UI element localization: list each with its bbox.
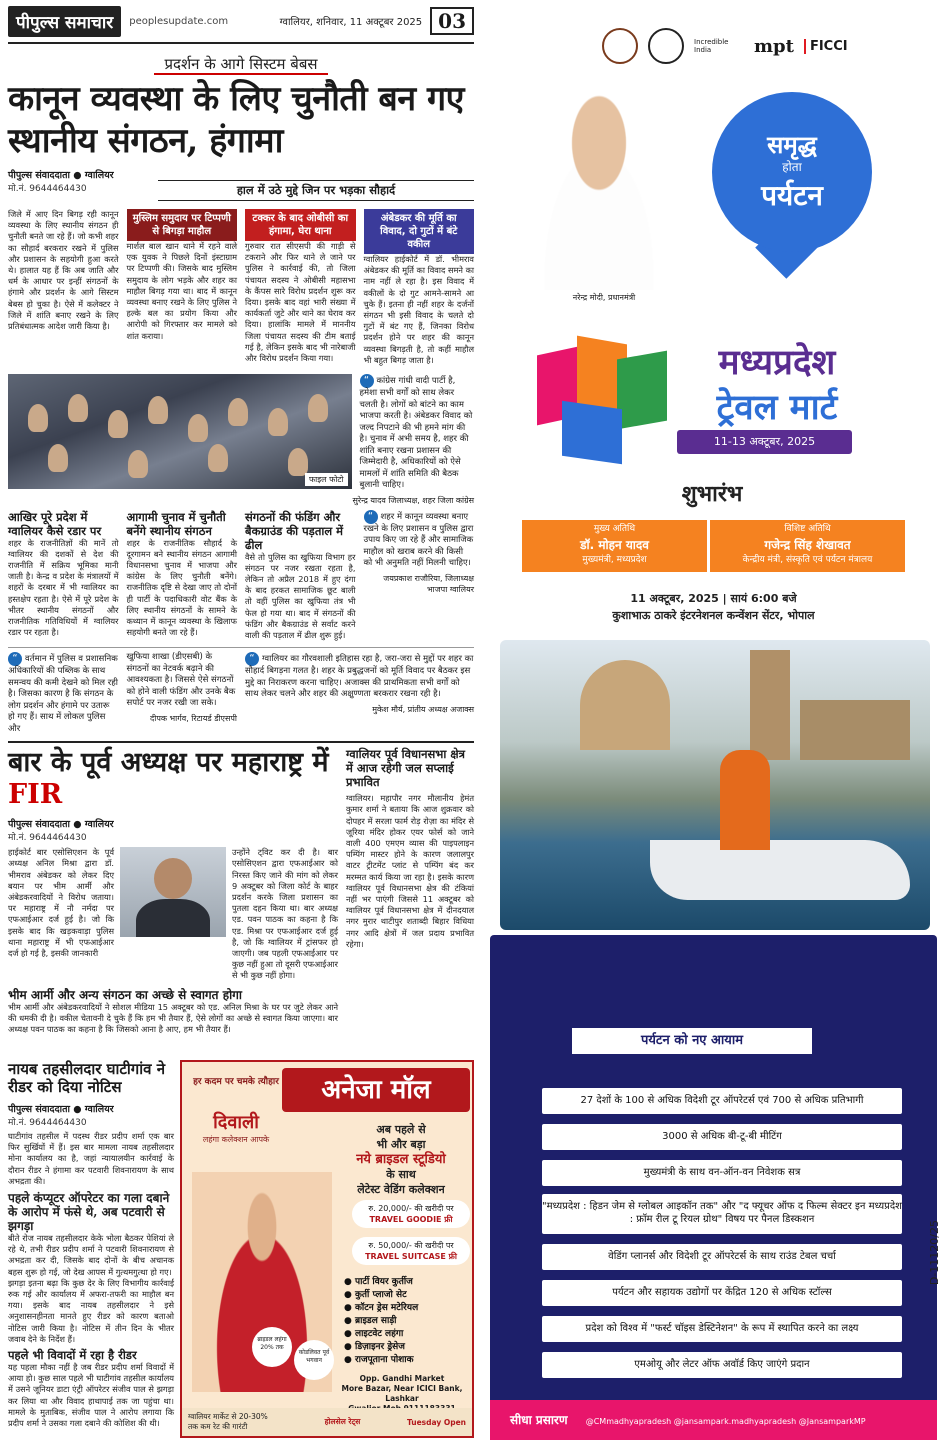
analysis-a-body: शहर के राजनीतिज्ञों की मानें तो ग्वालियर की दशकों से देश की राजनीति में सक्रिय भूमिका मानी जाती है। केन्द्र व प्रदेश के मंत्रालयों में शहरों के दरबार में भी ग्वालियर का हस्तक्षेप रहता है। ऐसे में पूरे प्रदेश के भीतर स्थानीय संगठनों और राजनीतिक गतिविधियों में ग्वालियर रडार पर रहता है। <box>8 537 119 638</box>
lead-cap-3: अंबेडकर की मूर्ति का विवाद, दो गुटों में बंटे वकील <box>364 209 475 254</box>
travel-mart-logo <box>537 330 667 460</box>
ad-item-list <box>344 1276 470 1367</box>
lead-col-3 <box>364 209 475 366</box>
ad-item: ● कॉटन ड्रेस मटेरियल <box>344 1303 419 1313</box>
quote-1-signature: सुरेन्द्र यादव जिलाध्यक्ष, शहर जिला कांग्रेस <box>352 495 474 505</box>
story-4-intro: घाटीगांव तहसील में पदस्थ रीडर प्रदीप शर्मा एक बार फिर सुर्खियों में हैं। इस बार मामला नायब तहसीलदार मोना कार्यालय का है, जहां न्यायालयीन कार्रवाई के दौरान रीडर ने हंगामा कर पटवारी शिवनारायण के साथ अभद्रता की। <box>8 1131 174 1186</box>
lead-subhead: हाल में उठे मुद्दे जिन पर भड़का सौहार्द <box>158 180 474 201</box>
special-guest-name: गजेन्द्र सिंह शेखावत <box>764 538 851 552</box>
ad-line-2: भी और बड़ा <box>376 1138 426 1151</box>
pin-line-3: पर्यटन <box>761 179 823 212</box>
lawyer-portrait <box>120 847 226 937</box>
highlight-item: 27 देशों के 100 से अधिक विदेशी टूर ऑपरेटर्स एवं 700 से अधिक प्रतिभागी <box>542 1088 902 1114</box>
chief-guest <box>522 520 707 572</box>
ad-code: D-11120/25 <box>928 1220 941 1286</box>
quote-icon: “ <box>364 510 378 524</box>
masthead-date: ग्वालियर, शनिवार, 11 अक्टूबर 2025 <box>279 17 423 28</box>
story-3 <box>346 747 474 1035</box>
pin-line-1: समृद्ध <box>767 130 817 159</box>
ad-item: ● ब्राइडल साड़ी <box>344 1316 397 1326</box>
story-3-body: ग्वालियर। महापौर नगर मौलानीय हेमंत कुमार शर्मा ने बताया कि आज शुक्रवार को दोपहर में सरला फार्म रोड़ रोज़ा का मंदिर से जूरिया मंदिर होकर एयर फोर्स को जाने वाली 400 एमएम व्यास की पाइपलाइन पम्पिंग मास्टर होने के कारण जलालपुर वाटर ट्रीटमेंट प्लांट से पम्पिंग बंद कर मरम्मत कार्य किया जा रहा है। इसके कारण ग्वालियर पूर्व विधानसभा क्षेत्र की टंकियां नहीं भर पाएंगी जिससे 11 अक्टूबर को ग्वालियर पूर्व विधानसभा क्षेत्र में दीनदयाल नगर मुरार थाटीपुर शताब्दी बिहार विधिया नगर आदि क्षेत्रों में जल प्रदाय प्रभावित रहेगा। <box>346 793 474 949</box>
story-4-pull: पहले कंप्यूटर ऑपरेटर का गला दबाने के आरोप में फंसे थे, अब पटवारी से झगड़ा <box>8 1191 170 1234</box>
analysis-row <box>8 510 474 642</box>
quote-5-signature: मुकेश मौर्य, प्रांतीय अध्यक्ष अजाक्स <box>372 704 474 714</box>
lead-kicker-text: प्रदर्शन के आगे सिस्टम बेबस <box>154 55 327 75</box>
analysis-a <box>8 510 119 642</box>
ad-line-3: नये ब्राइडल स्टूडियो <box>356 1152 446 1167</box>
lead-txt-3: ग्वालियर हाईकोर्ट में डॉ. भीमराव अंबेडकर की मूर्ति का विवाद समने का नाम नहीं ले रहा है। इस विवाद में वकीलों के दो गुट आमने-सामने आ चुके हैं। इतना ही नहीं शहर के दर्जनों संगठन भी इसी विवाद के चलते दो गुटों में बंट गए हैं, जिनका विरोध प्रदर्शन होने पर शहर की कानून व्यवस्था बिगड़ती है, तो कहीं माहौल भी बहुत बिगड़ जाता है। <box>363 254 474 365</box>
lead-col-1 <box>127 209 238 366</box>
ad-footer-1: ग्वालियर मार्केट से 20-30% तक कम रेट की गारंटी <box>188 1412 268 1431</box>
mp-govt-emblem-icon <box>602 28 638 64</box>
highlight-item: पर्यटन और सहायक उद्योगों पर केंद्रित 120 से अधिक स्टॉल्स <box>542 1280 902 1306</box>
story-4 <box>8 1060 174 1429</box>
mpt-logo: mpt <box>754 35 794 57</box>
protest-photo <box>8 374 352 489</box>
quote-4-signature: दीपक भार्गव, रिटायर्ड डीएसपी <box>150 713 237 723</box>
lead-mobile: मो.नं. 9644464430 <box>8 184 87 194</box>
travel-mart-title: ट्रेवल मार्ट <box>716 387 838 428</box>
event-place: कुशाभाऊ ठाकरे इंटरनेशनल कन्वेंशन सेंटर, भोपाल <box>612 609 815 622</box>
ad-offer-1 <box>352 1200 470 1228</box>
ad-item: ● डिज़ाइनर ड्रेसेज <box>344 1342 405 1352</box>
mp-title: मध्यप्रदेश <box>718 342 836 383</box>
story-2-headline-text: बार के पूर्व अध्यक्ष पर महाराष्ट्र में <box>8 747 329 779</box>
highlight-item: "मध्यप्रदेश : हिडन जेम से ग्लोबल आइकॉन तक" और "द फ्यूचर ऑफ द फिल्म सेक्टर इन मध्यप्रदेश : फ्रॉम रील टू रियल ग्रोथ" विषय पर पैनल डिस्कशन <box>542 1194 902 1234</box>
ad-line-5: लेटेस्ट वेडिंग कलेक्शन <box>357 1183 445 1196</box>
highlight-item: 3000 से अधिक बी-टू-बी मीटिंग <box>542 1124 902 1150</box>
ad-offer-2-tag: TRAVEL SUITCASE फ्री <box>365 1252 457 1261</box>
live-stream-footer <box>490 1400 937 1440</box>
ficci-logo: FICCI <box>804 39 848 54</box>
live-stream-label: सीधा प्रसारण <box>510 1413 568 1427</box>
lead-byline: पीपुल्स संवाददाता ● ग्वालियर <box>8 170 114 181</box>
story-2-row <box>8 741 474 1035</box>
ad-badge-2: कोडलिवत पूर्व भगवान <box>294 1340 334 1380</box>
quote-2-text: शहर में कानून व्यवस्था बनाए रखने के लिए प्रशासन व पुलिस द्वारा उपाय किए जा रहे हैं और सामाजिक माहौल को खराब करने की किसी को भी अनुमति नहीं मिलनी चाहिए। <box>363 511 474 569</box>
chief-guest-name: डॉ. मोहन यादव <box>580 538 649 552</box>
highlight-item: मुख्यमंत्री के साथ वन-ऑन-वन निवेशक सत्र <box>542 1160 902 1186</box>
ad-footer <box>182 1408 472 1436</box>
masthead <box>8 0 474 44</box>
special-guest-label: विशिष्ट अतिथि <box>784 524 831 534</box>
ministry-emblem-icon <box>648 28 684 64</box>
highlights-title: पर्यटन को नए आयाम <box>572 1028 812 1054</box>
page-number: 03 <box>430 7 474 35</box>
story-4-col: बीते रोज नायब तहसीलदार केके भोला बैठकर पेशियां ले रहे थे, तभी रीडर प्रदीप शर्मा ने पटवारी शिवनारायण से अभद्रता कर दी, जिसके बाद दोनों के बीच अचानक बहस शुरू हो गई, जो देख आपस में गुत्थमगुत्था हो गए। <box>8 1233 174 1277</box>
story-2-side <box>8 988 338 1036</box>
ad-offer-1-text: रु. 20,000/- की खरीदी पर <box>368 1204 454 1213</box>
ad-line-1: अब पहले से <box>376 1123 426 1136</box>
tourism-scene-image <box>500 640 930 930</box>
special-guest <box>710 520 905 572</box>
event-dates: 11-13 अक्टूबर, 2025 <box>677 430 852 454</box>
event-venue <box>482 590 945 624</box>
ad-offer-1-tag: TRAVEL GOODIE फ्री <box>369 1215 453 1224</box>
story-2 <box>8 747 338 1035</box>
quote-icon: “ <box>8 652 22 666</box>
highlight-item: प्रदेश को विश्व में "फर्स्ट चॉइस डेस्टिनेशन" के रूप में स्थापित करने का लक्ष्य <box>542 1316 902 1342</box>
analysis-c-head: संगठनों की फंडिंग और बैकग्राउंड की पड़ताल में ढील <box>245 509 344 552</box>
photo-credit: फाइल फोटो <box>305 473 347 486</box>
ad-line-4: के साथ <box>386 1168 416 1181</box>
chief-guest-role: मुख्यमंत्री, मध्यप्रदेश <box>582 555 647 565</box>
ad-item: ● राजपूताना पोशाक <box>344 1355 414 1365</box>
story-2-col-1: हाईकोर्ट बार एसोसिएशन के पूर्व अध्यक्ष अनिल मिश्रा द्वारा डॉ. भीमराव अंबेडकर को लेकर दिए बयान पर भीम आर्मी और अंबेडकरवादियों ने विरोध जताया। पर महाराष्ट्र में नौ नर्मदा पर एफआईआर दर्ज हुई है। जो कि इसके बाद कि खड़कवाड़ा पुलिस थाना महाराष्ट्र में भी एफआईआर दर्ज हो गई है, इसकी जानकारी <box>8 847 114 958</box>
ad-offer-2 <box>352 1237 470 1265</box>
quote-icon: “ <box>245 652 259 666</box>
story-3-headline: ग्वालियर पूर्व विधानसभा क्षेत्र में आज रहेगी जल सप्लाई प्रभावित <box>346 747 465 790</box>
lead-headline: कानून व्यवस्था के लिए चुनौती बन गए स्थानीय संगठन, हंगामा <box>8 79 464 161</box>
lead-txt-1: मार्शल बाल खान थाने में रहने वाले एक युवक ने पिछले दिनों इंस्टाग्राम पर टिप्पणी की। जिसके बाद मुस्लिम समुदाय के लोग भड़के और शहर का माहौल बिगड़ गया था। बाद में कानून व्यवस्था बनाए रखने के लिए पुलिस ने हल्के बल का प्रयोग किया और आरोपी को गिरफ्तार कर मामले को शांत कराया। <box>126 241 237 341</box>
lead-cap-1: मुस्लिम समुदाय पर टिप्पणी से बिगड़ा माहौल <box>127 209 238 241</box>
ad-title: अनेजा मॉल <box>282 1068 470 1112</box>
ad-footer-3: Tuesday Open <box>406 1417 466 1427</box>
social-handles[interactable]: @CMmadhyapradesh @jansampark.madhyapradesh @JansamparkMP <box>585 1417 866 1426</box>
story-4-mobile: मो.नं. 9644464430 <box>8 1118 87 1128</box>
analysis-b-body: शहर के राजनीतिक सौहार्द के दूरगामन बने स्थानीय संगठन आगामी विधानसभा चुनाव में भाजपा और कांग्रेस के लिए चुनौती बनेंगे। राजनीतिक दृष्टि से देखा जाए तो दोनों ही पार्टी के पदाधिकारी वोट बैंक के लिए स्थानीय संगठनों के सामने के कथ्यान में कानून व्यवस्था के खिलाफ सहयोगी बनते जा रहे हैं। <box>126 537 237 638</box>
quote-icon: “ <box>360 374 374 388</box>
ad-offer-2-text: रु. 50,000/- की खरीदी पर <box>368 1241 454 1250</box>
story-4-sub2: पहले भी विवादों में रहा है रीडर <box>8 1348 137 1363</box>
event-time: 11 अक्टूबर, 2025 | सायं 6:00 बजे <box>630 592 797 605</box>
quote-1-text: कांग्रेस गांधी वादी पार्टी है, हमेशा सभी वर्गों को साथ लेकर चलती है। लोगों को बांटने का काम भाजपा करती है। अंबेडकर विवाद को जल्द निपटाने की भी हमने मांग की है। चुनाव में अभी समय है, शहर की शांति बनाए रखना प्रशासन की जिम्मेदारी है, अधिकारियों को ऐसे मामलों में शांति समिति की बैठक बुलानी चाहिए। <box>359 376 473 491</box>
masthead-logo: पीपुल्स समाचार <box>8 6 121 37</box>
tourism-ad-page <box>482 0 945 1445</box>
ad-item: ● पार्टी वियर कुर्तीज <box>344 1277 413 1287</box>
ad-address-2: More Bazar, Near ICICI Bank, Lashkar <box>341 1384 463 1403</box>
lead-kicker <box>8 54 474 74</box>
lead-columns <box>8 209 474 366</box>
ad-footer-2: होलसेल रेट्स <box>324 1417 361 1426</box>
lead-intro: जिले में आए दिन बिगड़ रही कानून व्यवस्था के लिए स्थानीय संगठन ही चुनौती बनते जा रहे हैं। जो कभी शहर का सौहार्द बरकरार रखने में पुलिस और प्रशासन के सहयोगी हुआ करते थे। हालात यह हैं कि अब जाति और धर्म के आधार पर इन्हीं संगठनों के हंगामे और प्रदर्शन के आगे सिस्टम बेबस हो चुका है। ऐसे में कलेक्टर ने जिले में शांति बनाए रखने के लिए प्रतिबंधात्मक आदेश जारी किया है। <box>8 209 119 332</box>
quote-2-signature: जयप्रकाश राजौरिया, जिलाध्यक्ष भाजपा ग्वालियर <box>383 573 474 594</box>
ad-item: ● लाइटवेट लहंगा <box>344 1329 404 1339</box>
story-2-byline: पीपुल्स संवाददाता ● ग्वालियर <box>8 819 114 831</box>
sponsor-logos <box>602 28 848 64</box>
quote-1 <box>360 374 475 492</box>
quote-4-text: खुफिया शाखा (डीएसबी) के संगठनों का नेटवर्क बढ़ाने की आवश्यकता है। जिससे ऐसे संगठनों को होने वाली फंडिंग और उनके बैक सपोर्ट पर नजर रखी जा सके। <box>126 652 236 709</box>
quote-5-text: ग्वालियर का गौरवशाली इतिहास रहा है, जरा-जरा से मुद्दों पर शहर का सौहार्द बिगड़ना गलत है। शहर के प्रबुद्धजनों को मूर्ति विवाद पर बैठकर इस मुद्दे का निराकरण करना चाहिए। अजाक्स की प्राथमिकता सभी वर्गों को साथ लेकर चलने और शहर की अक्षुण्णता बरकरार रखना रही है। <box>245 654 474 700</box>
story-2-side-body: भीम आर्मी और अंबेडकरवादियों ने सोशल मीडिया 15 अक्टूबर को एड. अनिल मिश्रा के घर पर जुटे लेकर आने की धमकी दी है। वकील चेतावनी दे चुके हैं कि हम भी तैयार हैं, ऐसे लोगों का अच्छे से स्वागत किया जाएगा। बार अध्यक्ष पवन पाठक का कहना है कि जिसको आना है आए, हम भी तैयार हैं। <box>8 1001 338 1034</box>
story-4-sub2-body: यह पहला मौका नहीं है जब रीडर प्रदीप शर्मा विवादों में आया हो। कुछ साल पहले भी घाटीगांव तहसील कार्यालय में उसने जूनियर डाटा एंट्री ऑपरेटर संजीव पाल से झगड़ा कर लिया था और विवाद हाथापाई तक जा पहुंचा था। मामले के मुताबिक, संजीव पाल ने आरोप लगाया कि प्रदीप शर्मा ने उसका गला दबाने की कोशिश की थी। <box>8 1362 174 1429</box>
story-2-side-head: भीम आर्मी और अन्य संगठन का अच्छे से स्वागत होगा <box>8 987 243 1002</box>
quote-3-text: वर्तमान में पुलिस व प्रशासनिक अधिकारियों की पब्लिक के साथ समन्वय की कमी देखने को मिल रही है। जिसका कारण है कि संगठन के लोग प्रदर्शन और हंगामे पर उतारू हो गए हैं। साथ में लोकल पुलिस और <box>8 654 118 734</box>
ad-lines <box>332 1122 470 1197</box>
masthead-site[interactable]: peoplesupdate.com <box>129 15 229 27</box>
pm-portrait <box>514 80 684 290</box>
ad-tag-1: हर कदम पर चमके त्यौहार <box>193 1077 279 1087</box>
highlight-item: वेडिंग प्लानर्स और विदेशी टूर ऑपरेटर्स के साथ राउंड टेबल चर्चा <box>542 1244 902 1270</box>
ad-badge-1: ब्राइडल लहंगा 20% तक <box>252 1327 292 1367</box>
ad-address-1: Opp. Gandhi Market <box>359 1374 445 1383</box>
story-2-fir: FIR <box>8 779 63 811</box>
story-4-byline: पीपुल्स संवाददाता ● ग्वालियर <box>8 1104 114 1115</box>
lead-col-2 <box>245 209 356 366</box>
analysis-b-head: आगामी चुनाव में चुनौती बनेंगे स्थानीय संगठन <box>126 509 226 538</box>
chief-guest-label: मुख्य अतिथि <box>593 524 636 534</box>
story-2-body <box>8 847 338 981</box>
pin-circle <box>712 92 872 252</box>
ad-tag-2: दिवाली <box>213 1112 259 1133</box>
aneja-mall-ad <box>180 1060 474 1438</box>
analysis-c-body: वैसे तो पुलिस का खुफिया विभाग हर संगठन पर नजर रखता रहता है, लेकिन तो अप्रैल 2018 में हुए दंगा के बाद हरकत सामाजिक छूट बाली तो वहीं पुलिस का खुफिया तंत्र भी फेल हो गया था। बाद में संगठनों की फंडिंग और बैकग्राउंड से सर्वाट करने वाली की पड़ताल में ढील शुरू हुई। <box>245 551 356 640</box>
incredible-india-logo: Incredible India <box>694 38 729 54</box>
photo-row <box>8 374 474 492</box>
quote-4 <box>127 652 238 735</box>
analysis-a-head: आखिर पूरे प्रदेश में ग्वालियर कैसे रडार पर <box>8 509 102 538</box>
quote-5 <box>245 652 474 735</box>
shubharambh: शुभारंभ <box>681 481 743 507</box>
analysis-c <box>245 510 356 642</box>
ad-item: ● कुर्ती प्लाजो सेट <box>344 1290 407 1300</box>
analysis-b <box>127 510 238 642</box>
story-2-col1-wrap <box>8 847 114 981</box>
lead-cap-2: टक्कर के बाद ओबीसी का हंगामा, घेरा थाना <box>245 209 356 241</box>
pm-caption: नरेन्द्र मोदी, प्रधानमंत्री <box>572 293 636 302</box>
story-4-headline: नायब तहसीलदार घाटीगांव ने रीडर को दिया नोटिस <box>8 1060 166 1096</box>
samriddh-pin <box>712 92 872 312</box>
story-2-headline <box>8 747 338 811</box>
ad-tag-3: लहंगा कलेक्शन आपके <box>202 1135 270 1144</box>
story-2-mobile: मो.नं. 9644464430 <box>8 833 87 844</box>
story-4-col-full: झगड़ा इतना बढ़ा कि कुछ देर के लिए विभागीय कार्रवाई रुक गई और कार्यालय में अफरा-तफरी का माहौल बन गया। इसके बाद नायब तहसीलदार ने इसे अनुशासनहीनता मानते हुए रीडर को कारण बताओ नोटिस जारी किया है। नोटिस में तीन दिन के भीतर जवाब देने के निर्देश हैं। <box>8 1277 174 1344</box>
story-2-col-2: उन्होंने ट्विट कर दी है। बार एसोसिएशन द्वारा एफआईआर को निरस्त किए जाने की मांग को लेकर 9 अक्टूबर को जिला कोर्ट के बाहर प्रदर्शन करके जिला प्रशासन का पुतला दहन किया था। बार अध्यक्ष एड. पवन पाठक का कहना है कि एड. मिश्रा पर एफआईआर दर्ज हुई है, जो कि ग्वालियर में ट्रांसफर हो जाएगी। जब पहली एफआईआर पर कुछ नहीं हुआ तो दूसरी एफआईआर से भी कुछ नहीं होगा। <box>232 847 338 981</box>
quote-2 <box>364 510 475 642</box>
quote-3 <box>8 652 119 735</box>
pin-line-2: होता <box>782 160 802 174</box>
lead-txt-2: गुरुवार रात सीएसपी की गाड़ी से टकराने और फिर थाने ले जाने पर पुलिस ने कार्रवाई की, तो जिला पंचायत सदस्य ने ओबीसी महासभा के कैंपस सारे विरोध प्रदर्शन शुरू कर दिया। इसके बाद वहां भारी संख्या में कार्यकर्ता जुटे और थाने का घेराव कर दिया। हालांकि मामले में माननीय जिला पंचायत सदस्य की टीम बताई गई है, लेकिन इसके बाद भी नारेबाजी और विरोध प्रदर्शन किया गया। <box>245 241 356 364</box>
highlight-item: एमओयू और लेटर ऑफ अवॉर्ड किए जाएंगे प्रदान <box>542 1352 902 1378</box>
special-guest-role: केन्द्रीय मंत्री, संस्कृति एवं पर्यटन मंत्रालय <box>742 555 873 565</box>
quotes-row <box>8 647 474 735</box>
